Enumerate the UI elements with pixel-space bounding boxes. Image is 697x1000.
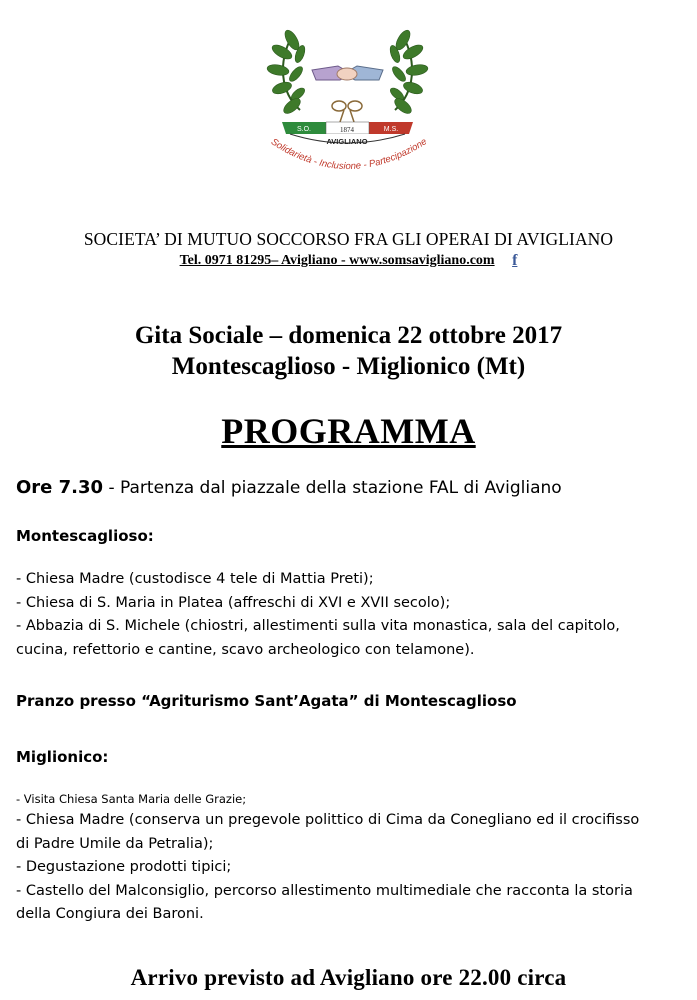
departure-time: Ore 7.30	[16, 477, 104, 498]
list-item: - Visita Chiesa Santa Maria delle Grazie;	[16, 792, 247, 806]
departure-text: - Partenza dal piazzale della stazione FAL di Avigliano	[103, 478, 562, 498]
arrival-line: Arrivo previsto ad Avigliano ore 22.00 circa	[130, 965, 567, 990]
list-item: - Chiesa Madre (conserva un pregevole polittico di Cima da Conegliano ed il crocifisso	[16, 812, 640, 828]
miglionico-list	[16, 789, 691, 927]
contact-line[interactable]: Tel. 0971 81295– Avigliano - www.somsavigliano.com	[179, 253, 495, 268]
section-heading-miglionico: Miglionico:	[16, 748, 109, 766]
section-heading-montescaglioso: Montescaglioso:	[16, 527, 154, 545]
list-item: - Chiesa Madre (custodisce 4 tele di Mattia Preti);	[16, 571, 374, 587]
organization-name: SOCIETA’ DI MUTUO SOCCORSO FRA GLI OPERAI DI AVIGLIANO	[83, 229, 614, 249]
logo-motto: Solidarietà - Inclusione - Partecipazione	[268, 136, 429, 173]
list-item: di Padre Umile da Petralia);	[16, 835, 214, 852]
handshake-icon	[312, 66, 383, 80]
lunch-line: Pranzo presso “Agriturismo Sant’Agata” di Montescaglioso	[16, 692, 517, 710]
ribbon-bow-icon	[332, 101, 362, 122]
list-item: cucina, refettorio e cantine, scavo archeologico con telamone).	[16, 641, 475, 658]
list-item: - Abbazia di S. Michele (chiostri, allestimenti sulla vita monastica, sala del capitolo,	[16, 618, 620, 634]
logo-right-flag: M.S.	[383, 126, 399, 133]
facebook-icon[interactable]: f	[512, 252, 518, 269]
organization-contact	[0, 251, 697, 269]
logo-left-flag: S.O.	[296, 126, 312, 133]
list-item: - Degustazione prodotti tipici;	[16, 859, 232, 875]
montescaglioso-list	[16, 568, 691, 662]
list-item: della Congiura dei Baroni.	[16, 906, 204, 922]
departure-line	[16, 477, 562, 498]
logo-year: 1874	[340, 126, 354, 134]
trip-places: Montescaglioso - Miglionico (Mt)	[171, 353, 526, 380]
soms-logo	[240, 22, 455, 194]
program-heading: PROGRAMMA	[221, 411, 476, 451]
logo-town: AVIGLIANO	[326, 137, 368, 146]
list-item: - Castello del Malconsiglio, percorso allestimento multimediale che racconta la storia	[16, 882, 633, 899]
list-item: - Chiesa di S. Maria in Platea (affreschi di XVI e XVII secolo);	[16, 594, 451, 611]
trip-title: Gita Sociale – domenica 22 ottobre 2017	[134, 322, 563, 349]
